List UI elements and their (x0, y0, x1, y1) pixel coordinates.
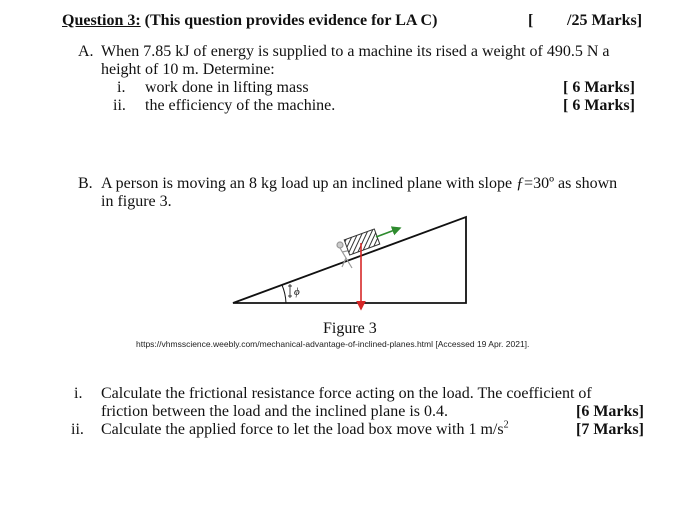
question-num: ii. (71, 421, 84, 438)
question-line-1 (101, 421, 509, 439)
question-marks: [6 Marks] (576, 403, 644, 420)
part-b-line-1 (101, 175, 617, 193)
question-text: Calculate the applied force to let the load box move with 1 m/s (101, 421, 504, 438)
figure-source: https://vhmsscience.weebly.com/mechanical-advantage-of-inclined-planes.html [Accessed 19 Apr. 2021]. (136, 339, 530, 349)
question-header (62, 12, 437, 30)
part-a-item-marks: [ 6 Marks] (563, 97, 635, 114)
part-b-line-2: in figure 3. (101, 193, 172, 210)
angle-label: ϕ (294, 286, 300, 298)
part-a-item-text: work done in lifting mass (145, 79, 309, 96)
part-b-line-1-pre: A person is moving an 8 kg load up an inclined plane with slope (101, 175, 517, 192)
question-marks: [7 Marks] (576, 421, 644, 438)
question-line-2: friction between the load and the inclined plane is 0.4. (101, 403, 448, 420)
part-b-letter: B. (78, 175, 93, 192)
part-a-item-text: the efficiency of the machine. (145, 97, 336, 114)
part-a-letter: A. (78, 43, 94, 60)
superscript: 2 (503, 419, 509, 431)
part-a-item-num: i. (117, 79, 126, 96)
question-number: Question 3: (62, 12, 141, 29)
part-a-item-marks: [ 6 Marks] (563, 79, 635, 96)
inclined-plane-figure (228, 212, 478, 312)
question-line-1: Calculate the frictional resistance force acting on the load. The coefficient of (101, 385, 592, 402)
part-b-line-1-post: =30º as shown (524, 175, 618, 192)
marks-bracket: [ (528, 12, 534, 29)
question-num: i. (74, 385, 83, 402)
inclined-plane (233, 217, 466, 303)
question-subtitle: (This question provides evidence for LA C) (144, 12, 438, 29)
total-marks: /25 Marks] (567, 12, 643, 29)
applied-force-arrow (376, 228, 400, 237)
figure-caption: Figure 3 (323, 320, 377, 337)
slope-symbol: ƒ (516, 175, 525, 192)
part-a-item-num: ii. (113, 97, 126, 114)
part-a-line-2: height of 10 m. Determine: (101, 61, 275, 78)
part-a-line-1: When 7.85 kJ of energy is supplied to a machine its rised a weight of 490.5 N a (101, 43, 610, 60)
